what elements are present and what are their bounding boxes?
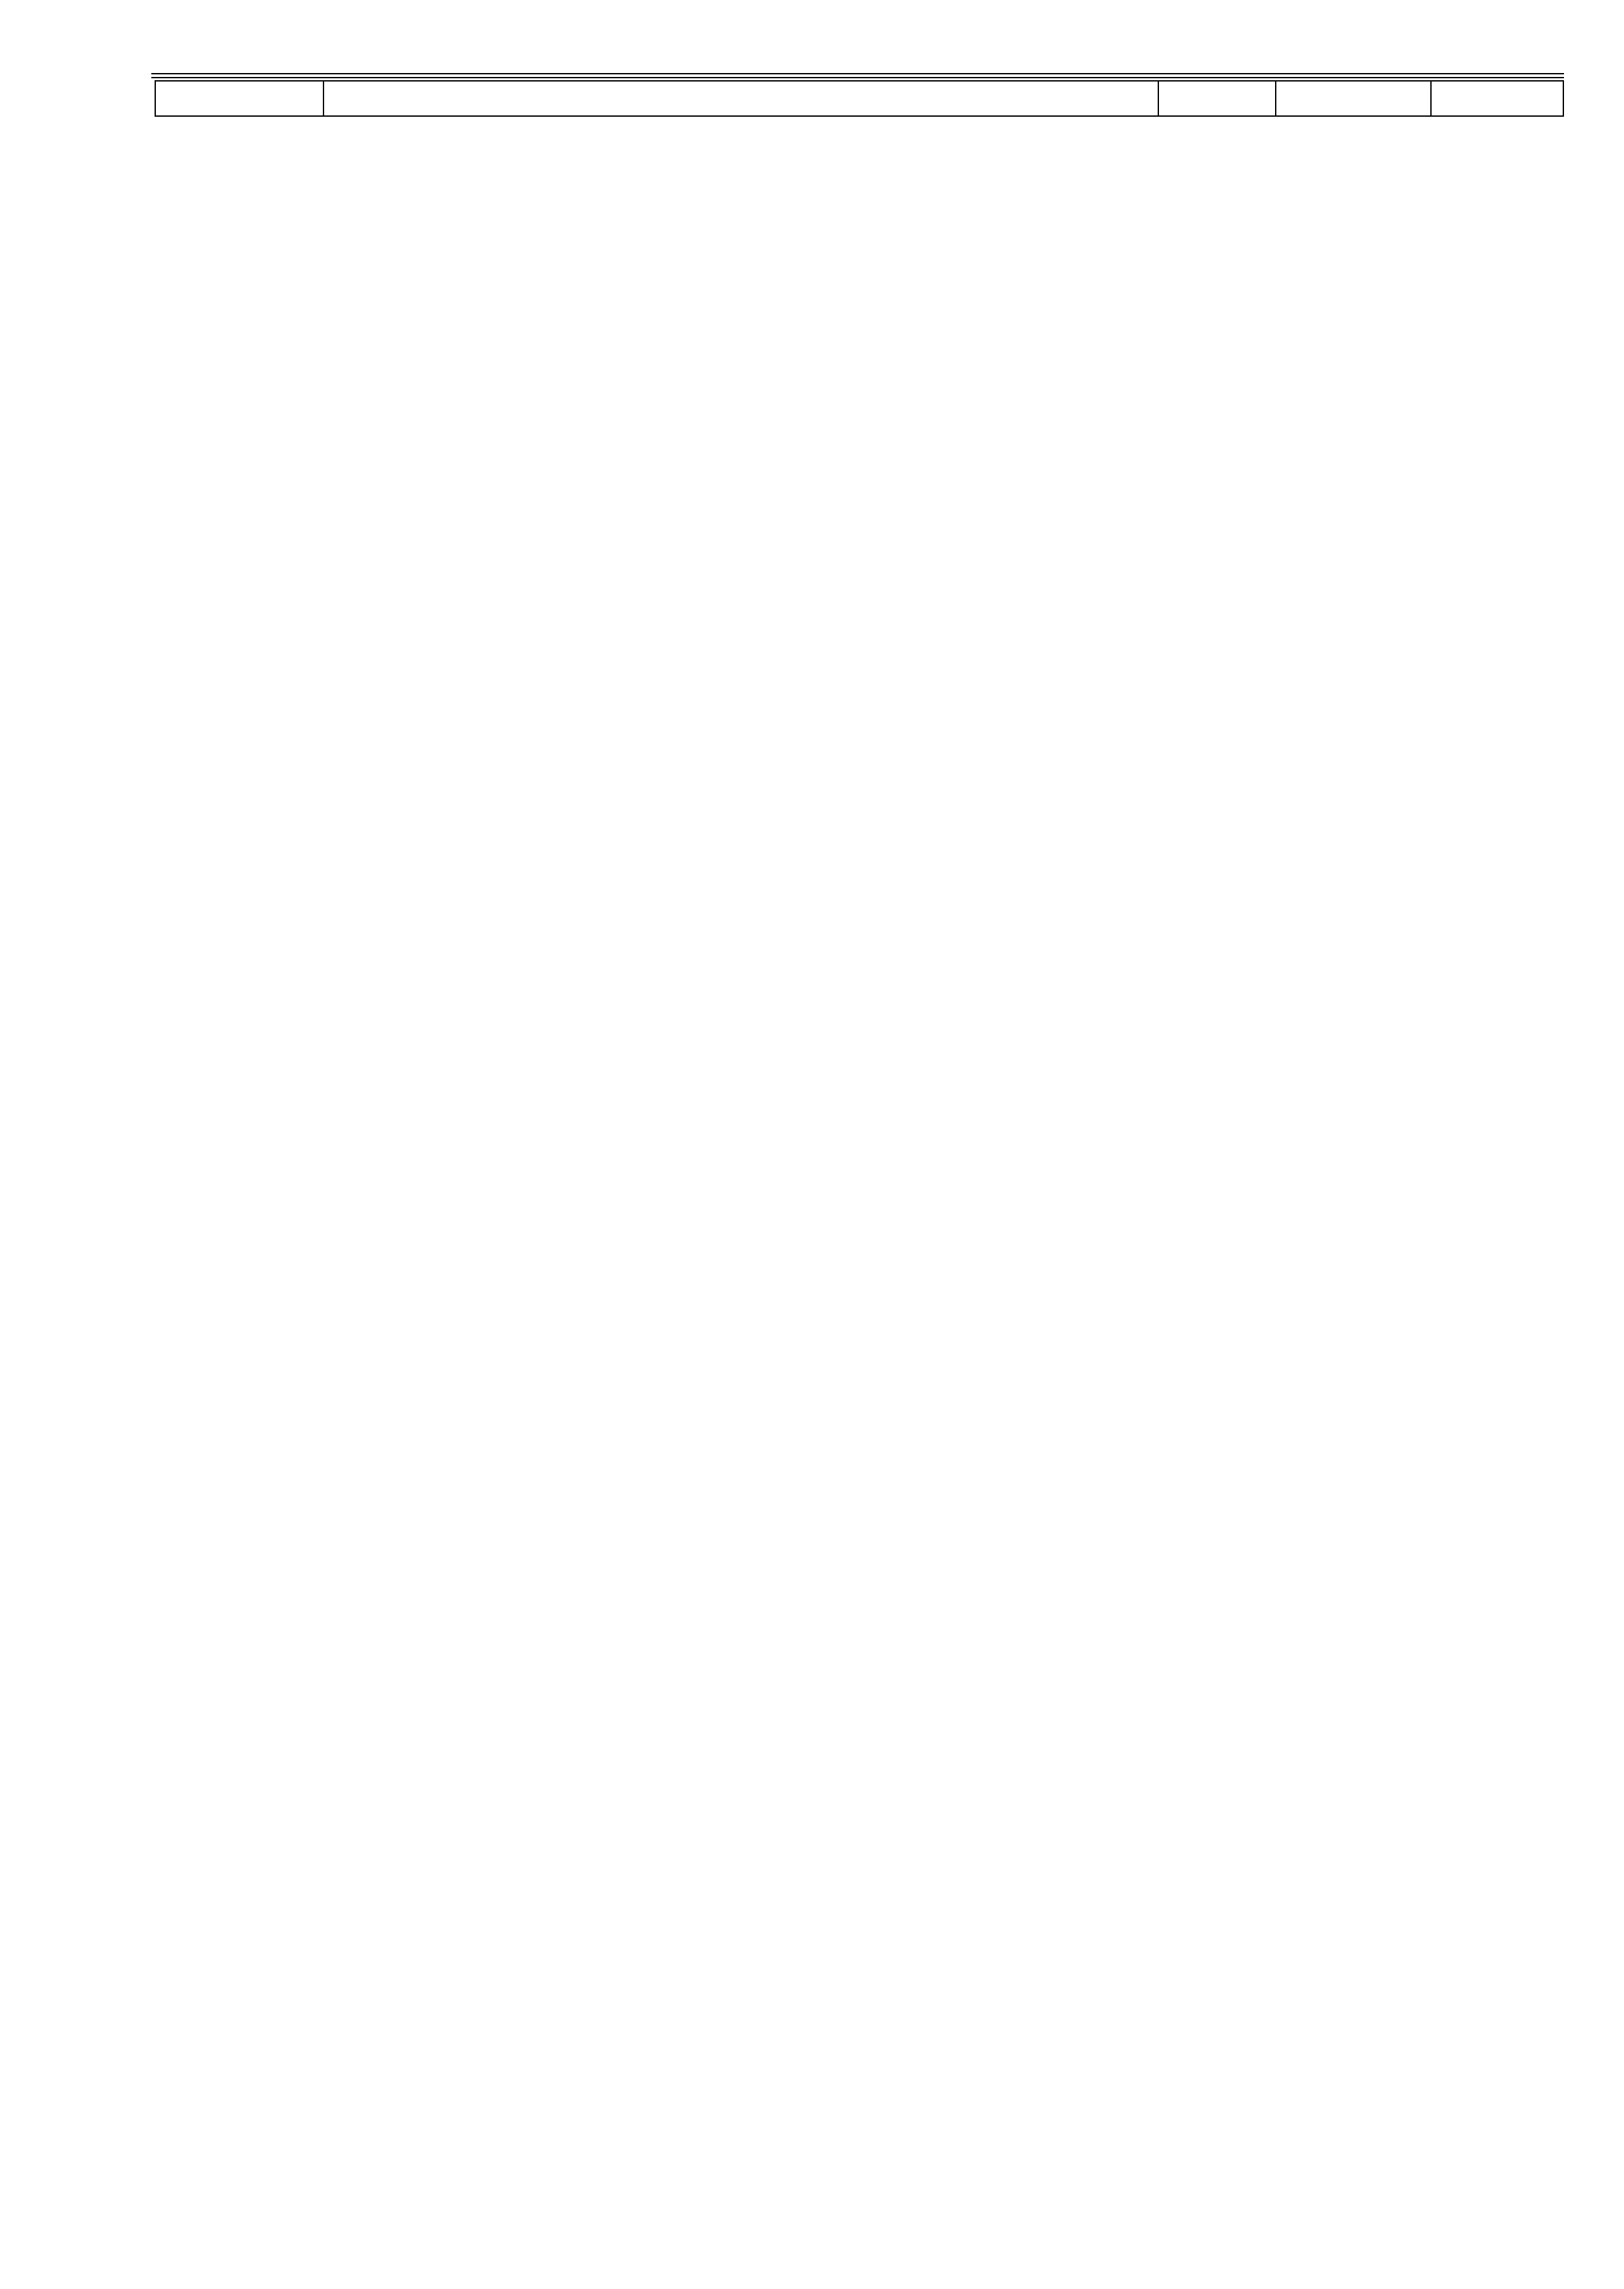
column-number — [323, 81, 1158, 116]
header-rule — [151, 73, 1564, 78]
column-number — [1431, 81, 1563, 116]
column-number — [1158, 81, 1276, 116]
column-number — [1276, 81, 1431, 116]
running-header — [151, 37, 1556, 72]
column-number — [155, 81, 323, 116]
column-number-row — [155, 81, 1563, 116]
rates-table-body — [155, 81, 1563, 116]
rates-table — [155, 80, 1564, 117]
